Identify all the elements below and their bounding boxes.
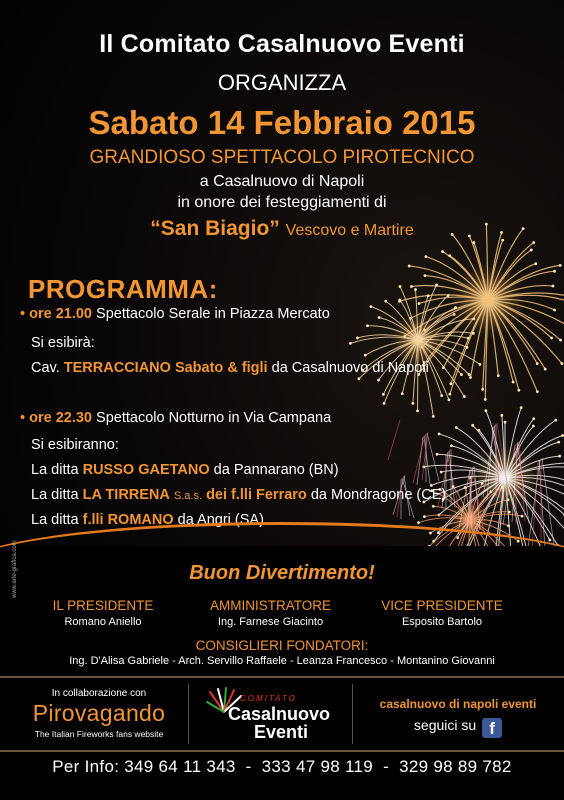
facebook-icon[interactable]: f: [482, 718, 502, 738]
footer-divider: [0, 750, 564, 752]
pirovagando-logo: Pirovagando: [32, 700, 166, 726]
contact-info: Per Info: 349 64 11 343 - 333 47 98 119 - 329 98 89 782: [52, 757, 512, 776]
collab-subtitle: The Italian Fireworks fans website: [34, 729, 164, 739]
performer-name: LA TIRRENA: [82, 487, 170, 503]
performer-name-2: dei f.lli Ferraro: [206, 487, 307, 503]
performer-origin: da Casalnuovo di Napoli: [271, 360, 429, 376]
organizer-line: Il Comitato Casalnuovo Eventi: [99, 30, 465, 58]
founders-title: CONSIGLIERI FONDATORI:: [195, 638, 369, 653]
performer-lead: Si esibiranno:: [31, 437, 119, 453]
saint-subtitle: Vescovo e Martire: [285, 222, 414, 239]
performer-name: TERRACCIANO Sabato & figli: [63, 360, 268, 376]
performer-prefix: La ditta: [31, 487, 79, 503]
bullet-icon: •: [20, 410, 26, 426]
program-time: ore 22.30: [29, 410, 92, 426]
performer-prefix: La ditta: [31, 462, 79, 478]
collab-label: In collaborazione con: [51, 688, 147, 699]
performer-prefix: La ditta: [31, 512, 79, 528]
saint-name: “San Biagio”: [150, 217, 280, 240]
footer-divider: [0, 676, 564, 678]
collab-block: [14, 688, 184, 739]
program-title: PROGRAMMA:: [28, 274, 218, 304]
comitato-logo: [204, 684, 340, 744]
officer-vice-president: [362, 598, 522, 628]
performer-origin: da Pannarano (BN): [213, 462, 339, 478]
logo-mid-text: Casalnuovo: [228, 704, 331, 724]
officer-president: [28, 598, 178, 628]
closing-message: Buon Divertimento!: [189, 562, 375, 584]
event-title: GRANDIOSO SPETTACOLO PIROTECNICO: [89, 147, 475, 168]
performer-company-type: S.a.s.: [173, 490, 203, 502]
social-title: casalnuovo di napoli eventi: [379, 697, 537, 711]
organizza-label: ORGANIZZA: [217, 70, 347, 95]
performer-name: RUSSO GAETANO: [82, 462, 210, 478]
performer-row: [31, 487, 446, 503]
saint-line: [0, 217, 564, 241]
performer-lead: Si esibirà:: [31, 335, 95, 351]
performer-prefix: Cav.: [31, 360, 60, 376]
side-credit: www.arte-grafica.com: [12, 540, 18, 598]
program-desc: Spettacolo Serale in Piazza Mercato: [96, 306, 330, 322]
program-desc: Spettacolo Notturno in Via Campana: [96, 410, 332, 426]
officer-role: VICE PRESIDENTE: [381, 598, 503, 613]
logo-top-text: COMITATO: [240, 694, 297, 703]
social-follow-row: [356, 717, 560, 738]
event-date: Sabato 14 Febbraio 2015: [88, 104, 476, 141]
performer-row: [31, 462, 339, 478]
footer-separator: [188, 684, 189, 744]
program-item-2: [20, 410, 331, 426]
event-honor: in onore dei festeggiamenti di: [177, 194, 387, 211]
event-place: a Casalnuovo di Napoli: [199, 173, 365, 190]
program-time: ore 21.00: [29, 306, 92, 322]
footer-separator: [352, 684, 353, 744]
performer-origin: da Angri (SA).: [177, 512, 268, 528]
bullet-icon: •: [20, 306, 26, 322]
officer-name: Ing. Farnese Giacinto: [217, 616, 324, 628]
performer-name: f.lli ROMANO: [82, 512, 174, 528]
logo-bottom-text: Eventi: [254, 722, 309, 742]
founders-names: Ing. D'Alisa Gabriele - Arch. Servillo Raffaele - Leanza Francesco - Montanino Giovanni: [69, 655, 495, 667]
officer-name: Esposito Bartolo: [401, 616, 483, 628]
performer-origin: da Mondragone (CE): [310, 487, 447, 503]
performer-row: [31, 360, 429, 376]
social-block: [356, 697, 560, 738]
officer-role: IL PRESIDENTE: [52, 598, 154, 613]
program-item-1: [20, 306, 330, 322]
officer-administrator: [193, 598, 348, 628]
social-follow-label: seguici su: [413, 717, 477, 733]
officer-role: AMMINISTRATORE: [209, 598, 331, 613]
officer-name: Romano Aniello: [64, 616, 142, 628]
